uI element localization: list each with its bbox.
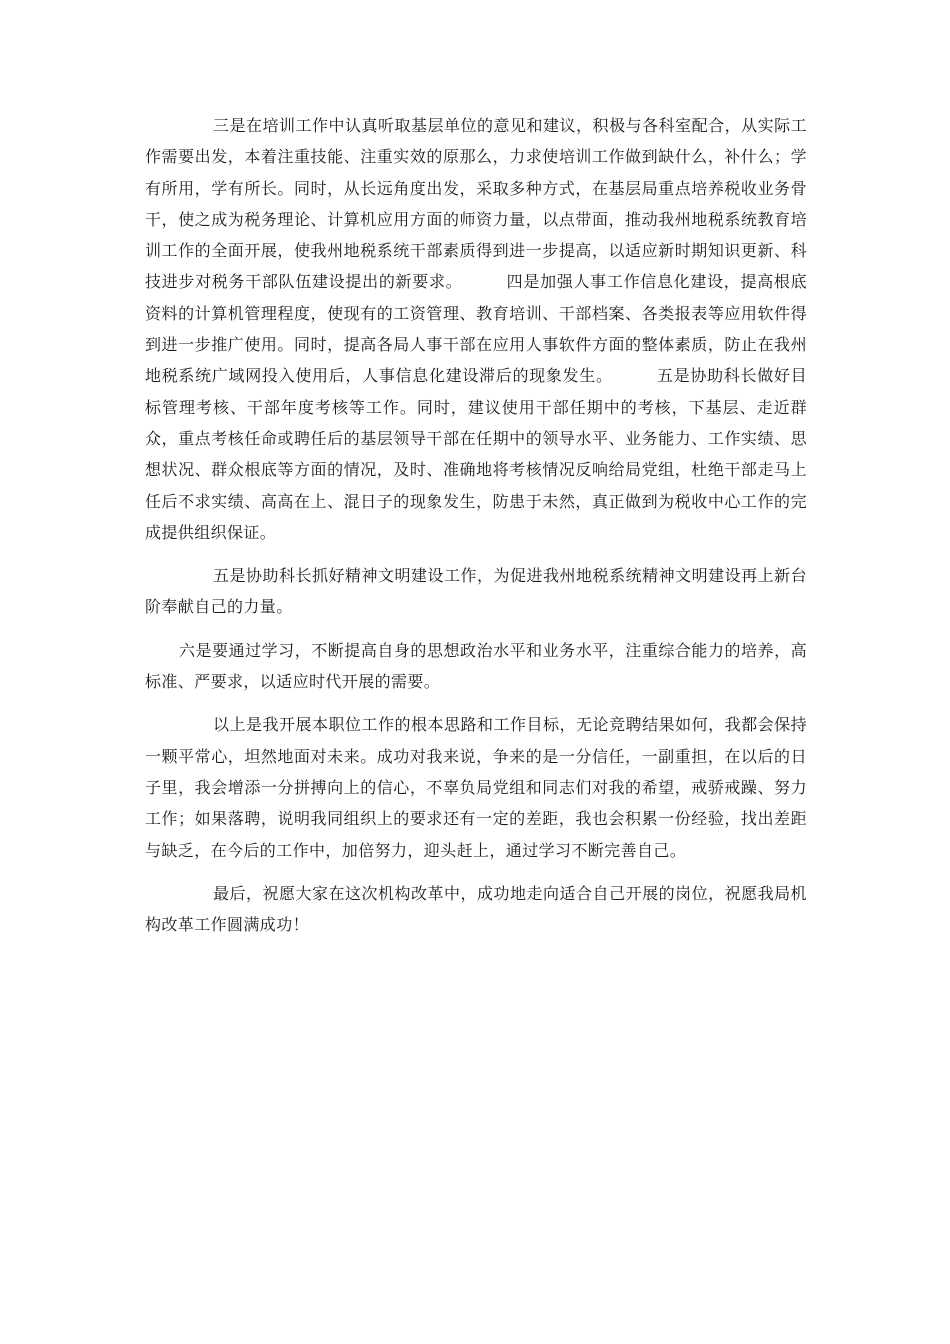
- document-page: [145, 110, 807, 940]
- paragraph-closing-wishes: 最后，祝愿大家在这次机构改革中，成功地走向适合自己开展的岗位，祝愿我局机构改革工作圆满成功！: [145, 883, 807, 935]
- paragraph-segment-training: 三是在培训工作中认真听取基层单位的意见和建议，积极与各科室配合，从实际工作需要出发，本着注重技能、注重实效的原那么，力求使培训工作做到缺什么，补什么；学有所用，学有所长。同时，从长远角度出发，采取多种方式，在基层局重点培养税收业务骨干，使之成为税务理论、计算机应用方面的师资力量，以点带面，推动我州地税系统教育培训工作的全面开展，使我州地税系统干部素质得到进一步提高，以适应新时期知识更新、科技进步对税务干部队伍建设提出的新要求。: [145, 116, 807, 292]
- paragraph-work-goals: 以上是我开展本职位工作的根本思路和工作目标，无论竞聘结果如何，我都会保持一颗平常心，坦然地面对未来。成功对我来说，争来的是一分信任，一副重担，在以后的日子里，我会增添一分拼搏向上的信心，不辜负局党组和同志们对我的希望，戒骄戒躁、努力工作；如果落聘，说明我同组织上的要求还有一定的差距，我也会积累一份经验，找出差距与缺乏，在今后的工作中，加倍努力，迎头赶上，通过学习不断完善自己。: [145, 715, 807, 860]
- paragraph-training-personnel-assessment: [145, 110, 807, 548]
- paragraph-segment-personnel-it: 四是加强人事工作信息化建设，提高根底资料的计算机管理程度，使现有的工资管理、教育培训、干部档案、各类报表等应用软件得到进一步推广使用。同时，提高各局人事干部在应用人事软件方面的整体素质，防止在我州地税系统广域网投入使用后，人事信息化建设滞后的现象发生。: [145, 272, 808, 386]
- paragraph-segment-assessment: 五是协助科长做好目标管理考核、干部年度考核等工作。同时，建议使用干部任期中的考核，下基层、走近群众，重点考核任命或聘任后的基层领导干部在任期中的领导水平、业务能力、工作实绩、思想状况、群众根底等方面的情况，及时、准确地将考核情况反响给局党组，杜绝干部走马上任后不求实绩、高高在上、混日子的现象发生，防患于未然，真正做到为税收中心工作的完成提供组织保证。: [145, 366, 807, 542]
- paragraph-study: 六是要通过学习，不断提高自身的思想政治水平和业务水平，注重综合能力的培养，高标准、严要求，以适应时代开展的需要。: [145, 640, 807, 692]
- paragraph-spiritual-civilization: 五是协助科长抓好精神文明建设工作，为促进我州地税系统精神文明建设再上新台阶奉献自己的力量。: [145, 566, 807, 617]
